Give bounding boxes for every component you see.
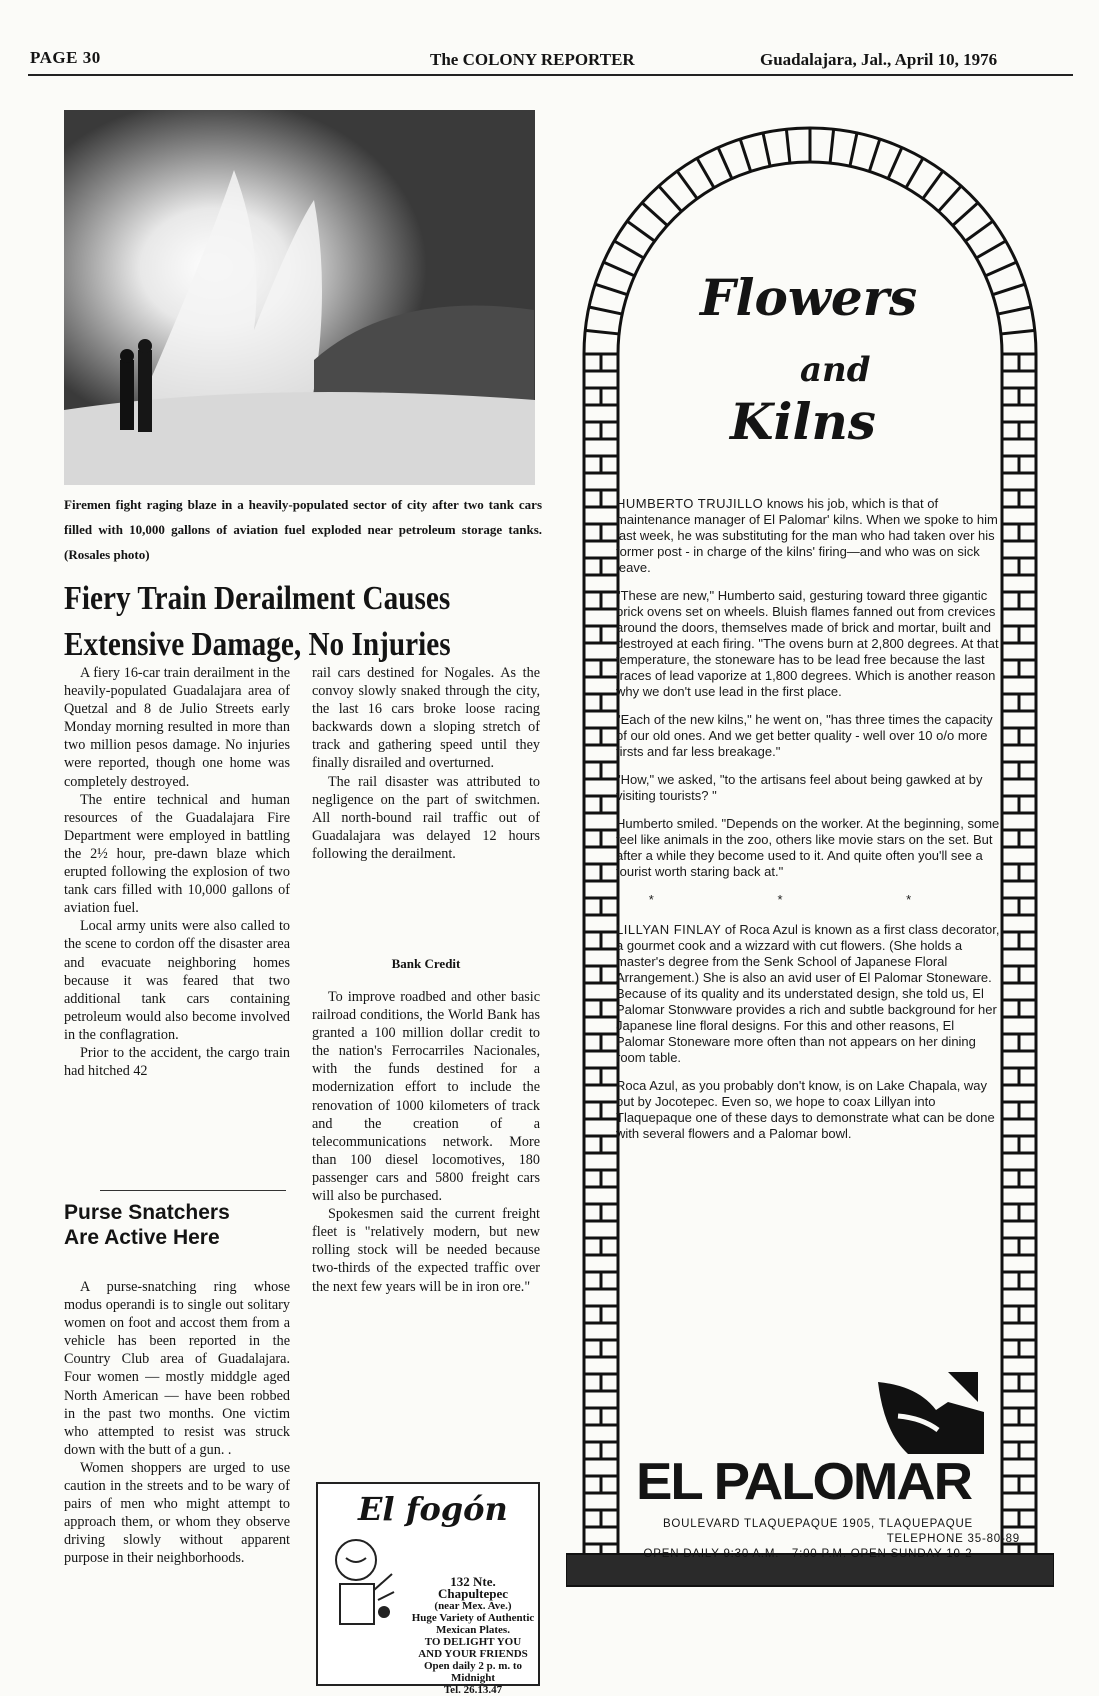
- ad-paragraph: "These are new," Humberto said, gesturing toward three gigantic brick ovens set on wheels. Bluish flames fanned out from crevices around the doors, themselves made of brick and mortar, built and destroyed at each firing. "The ovens burn at 2,800 degrees. At that temperature, the stoneware has to be lead free because the last traces of lead vaporize at 1,800 degrees. Which is another reason why we don't use lead in the first place.: [616, 588, 999, 699]
- purse-snatchers-article: [64, 1278, 290, 1568]
- ad-paragraph: "How," we asked, "to the artisans feel about being gawked at by visiting tourists? ": [616, 772, 983, 803]
- ad-paragraph: "Each of the new kilns," he went on, "has three times the capacity of our old ones. And we get better quality - well over 10 o/o more firsts and far less breakage.": [616, 712, 993, 759]
- headline: [64, 576, 546, 668]
- ad-paragraph: [616, 496, 1004, 576]
- el-fogon-details: [410, 1576, 536, 1696]
- fogon-line: TO DELIGHT YOU: [424, 1636, 522, 1648]
- bank-credit-subhead: Bank Credit: [391, 956, 461, 971]
- ad-paragraph: Roca Azul, as you probably don't know, is on Lake Chapala, way out by Jocotepec. Even so, we hope to coax Lillyan into Tlaquepaque one of these days to demonstrate what can be done with several flowers and a Palomar bowl.: [616, 1078, 995, 1141]
- section-stars: * * *: [648, 892, 972, 907]
- article-paragraph: rail cars destined for Nogales. As the convoy slowly snaked through the city, the last 16 cars broke loose racing backwards down a sloping stretch of track and gathering speed until they finally disrailed and overturned.: [312, 665, 540, 772]
- headline-line-2: Extensive Damage, No Injuries: [64, 626, 451, 663]
- dateline: Guadalajara, Jal., April 10, 1976: [760, 50, 998, 69]
- ad-paragraph: Humberto smiled. "Depends on the worker. At the beginning, some feel like animals in the zoo, others like movie stars on the set. But after a while they become used to it. And quite often you'll see a tourist worth staring back at.": [616, 816, 1000, 879]
- fogon-line: 132 Nte.: [450, 1574, 496, 1589]
- newspaper-name: The COLONY REPORTER: [430, 50, 635, 69]
- el-palomar-logo: EL PALOMAR: [636, 1453, 971, 1511]
- ad-paragraph-text: knows his job, which is that of maintenance manager of El Palomar' kilns. When we spoke to him last week, he was substituting for the man who had taken over his former post - in charge of the kilns' firing—and who was on sick leave.: [616, 496, 998, 575]
- header-rule: [28, 74, 1073, 76]
- ad-body-text: [616, 496, 1004, 1154]
- headline-line-1: Fiery Train Derailment Causes: [64, 580, 451, 617]
- ad-name-humberto: HUMBERTO TRUJILLO: [616, 496, 764, 511]
- fire-photo-image: [64, 110, 535, 485]
- article-paragraph: Prior to the accident, the cargo train had hitched 42: [64, 1044, 290, 1080]
- fogon-line: Huge Variety of Authentic: [411, 1612, 535, 1624]
- purse-snatchers-headline: [64, 1200, 290, 1250]
- fogon-line: Mexican Plates.: [436, 1624, 510, 1636]
- ad-title-kilns: Kilns: [730, 392, 876, 451]
- chef-illustration-icon: [326, 1530, 398, 1628]
- ad-paragraph-text: of Roca Azul is known as a first class decorator, a gourmet cook and a wizzard with cut flowers. (She holds a master's degree from the Senk School of Japanese Floral Arrangement.) She is also an avid user of El Palomar Stoneware. Because of its quality and its understated design, she told us, El Palomar Stonwware provides a rich and subtle background for her Japanese line floral designs. For this and other reasons, El Palomar Stoneware more often than not appears on her dining room table.: [616, 922, 1000, 1065]
- ad-hours: OPEN DAILY 9:30 A.M. - 7:00 P.M. OPEN SUNDAY 10-2: [643, 1548, 973, 1560]
- ad-title-and: and: [800, 350, 871, 390]
- article-column-1: [64, 664, 290, 1080]
- ad-paragraph: [616, 922, 1004, 1066]
- article-paragraph: Women shoppers are urged to use caution in the streets and to be wary of pairs of men who might attempt to approach them, or whom they observe driving slowly without apparent purpose in their neighborhoods.: [64, 1459, 290, 1567]
- purse-headline-line-2: Are Active Here: [64, 1226, 220, 1249]
- ad-title-flowers: Flowers: [700, 268, 918, 327]
- article-paragraph: The rail disaster was attributed to negligence on the part of switchmen. All north-bound rail traffic out of Guadalajara was delayed 12 hours following the derailment.: [312, 773, 540, 862]
- article-paragraph: Local army units were also called to the scene to cordon off the disaster area and evacuate neighboring homes because it was feared that two additional tank cars containing petroleum would also become involved in the conflagration.: [64, 918, 290, 1043]
- bank-credit-article: [312, 988, 540, 1296]
- dove-logo-icon: [878, 1372, 984, 1454]
- article-column-2: [312, 664, 540, 863]
- page-number: PAGE 30: [30, 48, 101, 67]
- fogon-line: Chapultepec: [437, 1586, 509, 1601]
- article-paragraph: A fiery 16-car train derailment in the heavily-populated Guadalajara area of Quetzal and 8 de Julio Streets early Monday morning resulted in more than two million pesos damage. No injuries were reported, though one home was completely destroyed.: [64, 665, 290, 790]
- el-fogon-logo: El fogón: [358, 1490, 508, 1528]
- fogon-line: Midnight: [450, 1672, 495, 1684]
- ad-name-lillyan: LILLYAN FINLAY: [616, 922, 722, 937]
- photo-caption: Firemen fight raging blaze in a heavily-populated sector of city after two tank cars filled with 10,000 gallons of aviation fuel exploded near petroleum storage tanks. (Rosales photo): [64, 497, 542, 562]
- article-paragraph: To improve roadbed and other basic railroad conditions, the World Bank has granted a 100 million dollar credit to the nation's Ferrocarriles Nacionales, with the funds destined for a modernization effort to include the renovation of 1000 kilometers of track and the creation of a telecommunications network. More than 100 diesel locomotives, 180 passenger cars and 5800 freight cars will also be purchased.: [312, 989, 540, 1205]
- section-rule: [100, 1190, 286, 1191]
- ad-address: BOULEVARD TLAQUEPAQUE 1905, TLAQUEPAQUE: [662, 1518, 974, 1530]
- el-fogon-ad: [316, 1482, 540, 1696]
- fogon-line: Tel. 26.13.47: [443, 1684, 503, 1696]
- article-paragraph: The entire technical and human resources of the Guadalajara Fire Department were employed in battling the 2½ hour, pre-dawn blaze which erupted following the explosion of two tank cars filled with 10,000 gallons of aviation fuel.: [64, 791, 290, 917]
- article-paragraph: A purse-snatching ring whose modus operandi is to single out solitary women on foot and accost them from a vehicle has been reported in the Country Club area of Guadalajara. Four women — mostly middgle aged North American — have been robbed in the past two months. One victim who attempted to resist was struck down with the butt of a gun. .: [64, 1279, 290, 1458]
- fire-photo: [64, 110, 535, 485]
- ad-telephone: TELEPHONE 35-80-89: [886, 1533, 1020, 1545]
- fogon-line: Open daily 2 p. m. to: [423, 1660, 523, 1672]
- purse-headline-line-1: Purse Snatchers: [64, 1201, 230, 1224]
- article-paragraph: Spokesmen said the current freight fleet is "relatively modern, but new rolling stock will be needed because two-thirds of the expected traffic over the next few years will be in iron ore.": [312, 1206, 540, 1295]
- fogon-line: (near Mex. Ave.): [434, 1600, 512, 1612]
- fogon-line: AND YOUR FRIENDS: [418, 1648, 528, 1660]
